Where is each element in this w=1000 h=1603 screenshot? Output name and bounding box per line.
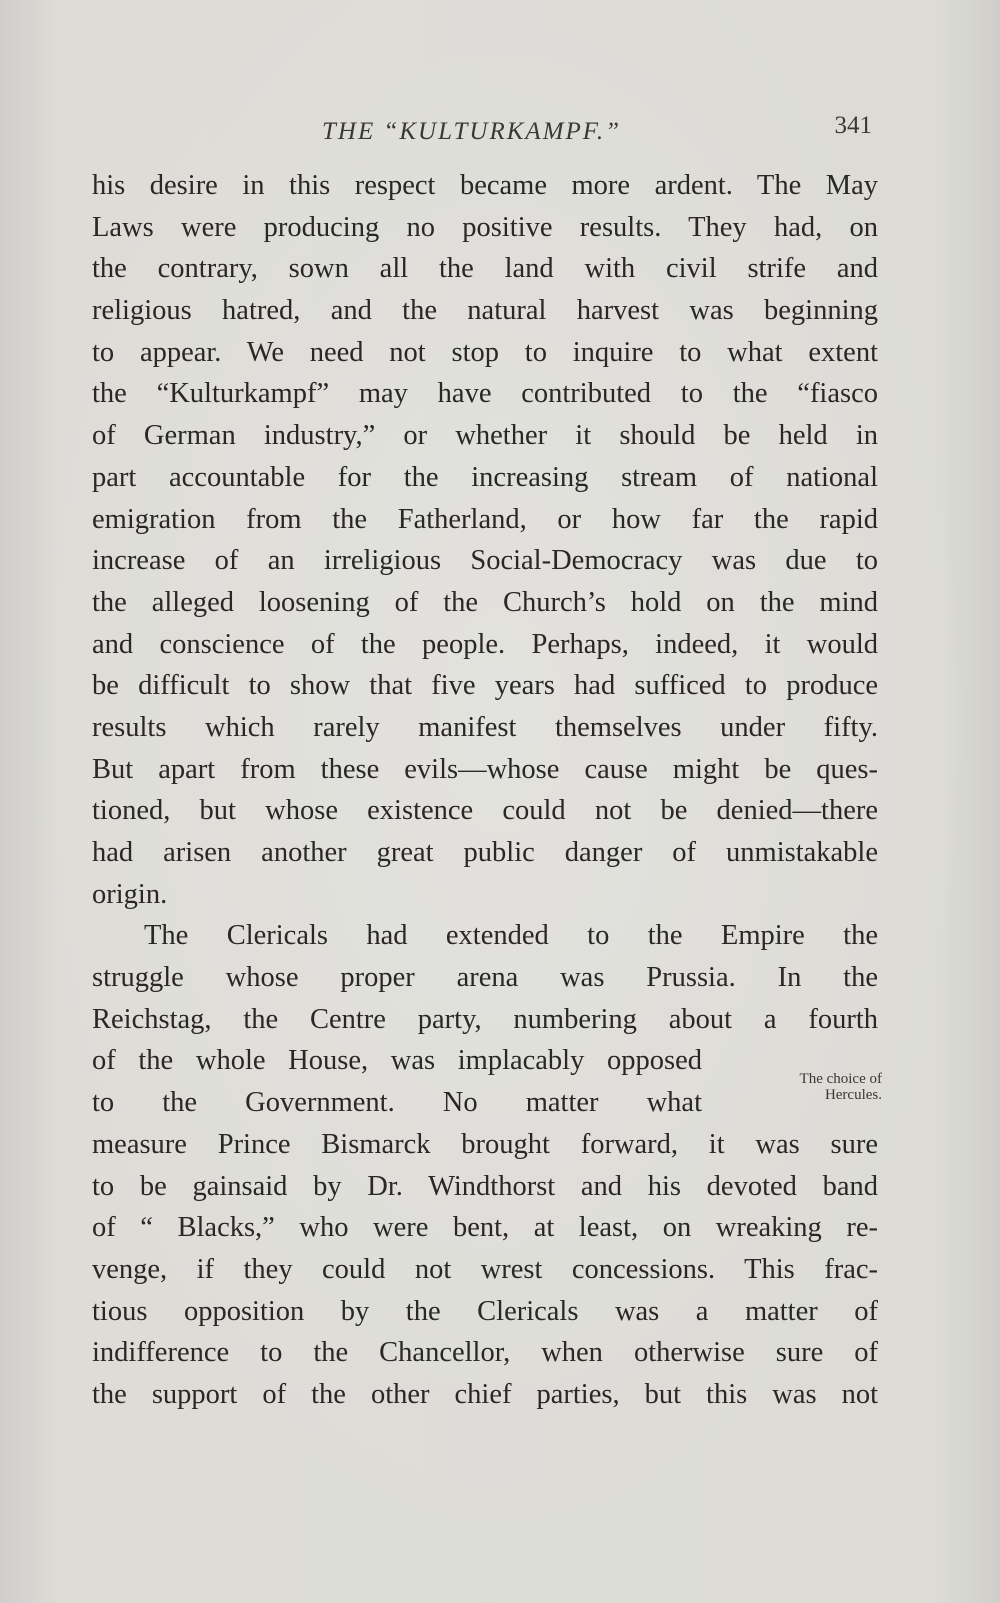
text-line: indifference to the Chancellor, when otherwise sure of bbox=[92, 1337, 878, 1369]
text-line: of the whole House, was implacably opposed bbox=[92, 1045, 702, 1077]
paragraph-2 bbox=[92, 915, 878, 1415]
text-line: to the Government. No matter what bbox=[92, 1087, 702, 1119]
text-line: the alleged loosening of the Church’s hold on the mind bbox=[92, 586, 878, 618]
text-line: measure Prince Bismarck brought forward, it was sure bbox=[92, 1128, 878, 1160]
running-title: THE “KULTURKAMPF.” bbox=[322, 118, 621, 145]
page-number: 341 bbox=[834, 112, 872, 139]
marginal-note-line: The choice of bbox=[799, 1071, 882, 1087]
text-line: increase of an irreligious Social-Democracy was due to bbox=[92, 545, 878, 577]
marginal-note-line: Hercules. bbox=[824, 1087, 882, 1103]
text-line: of German industry,” or whether it should be held in bbox=[92, 420, 878, 452]
text-line: had arisen another great public danger of unmistakable bbox=[92, 837, 878, 868]
text-line: the support of the other chief parties, but this was not bbox=[92, 1378, 878, 1410]
text-line: struggle whose proper arena was Prussia. In the bbox=[92, 962, 878, 994]
text-line: be difficult to show that five years had sufficed to produce bbox=[92, 670, 878, 702]
text-line: and conscience of the people. Perhaps, indeed, it would bbox=[92, 628, 878, 660]
body-text bbox=[92, 165, 878, 1416]
text-line: tioned, but whose existence could not be denied—there bbox=[92, 795, 878, 827]
text-line: But apart from these evils—whose cause might be ques- bbox=[92, 753, 878, 785]
text-line: emigration from the Fatherland, or how far the rapid bbox=[92, 503, 878, 535]
text-line: The Clericals had extended to the Empire the bbox=[144, 920, 878, 952]
text-line: religious hatred, and the natural harvest was beginning bbox=[92, 295, 878, 327]
text-line: origin. bbox=[92, 878, 168, 910]
text-line: Reichstag, the Centre party, numbering about a fourth bbox=[92, 1003, 878, 1035]
text-line: his desire in this respect became more ardent. The May bbox=[92, 170, 878, 201]
paragraph-1 bbox=[92, 165, 878, 915]
text-line: to appear. We need not stop to inquire to what extent bbox=[92, 336, 878, 368]
text-line: tious opposition by the Clericals was a matter of bbox=[92, 1295, 878, 1327]
text-line: Laws were producing no positive results. They had, on bbox=[92, 211, 878, 243]
page-header bbox=[92, 112, 872, 152]
text-line: results which rarely manifest themselves under fifty. bbox=[92, 711, 878, 743]
text-line: the contrary, sown all the land with civil strife and bbox=[92, 253, 878, 285]
text-line: part accountable for the increasing stream of national bbox=[92, 461, 878, 493]
text-line: the “Kulturkampf” may have contributed to the “fiasco bbox=[92, 378, 878, 410]
text-line: venge, if they could not wrest concessions. This frac- bbox=[92, 1253, 878, 1285]
marginal-note bbox=[742, 1071, 882, 1103]
text-line: of “ Blacks,” who were bent, at least, on wreaking re- bbox=[92, 1212, 878, 1244]
text-line: to be gainsaid by Dr. Windthorst and his devoted band bbox=[92, 1170, 878, 1202]
